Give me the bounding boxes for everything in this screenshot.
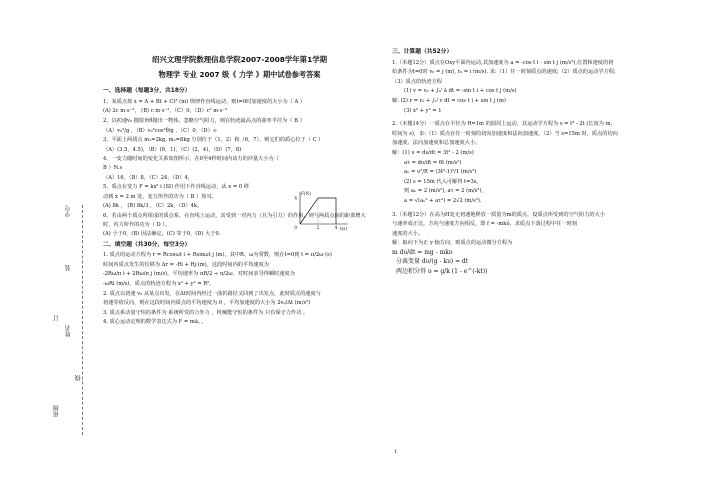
y-tick-label: 4	[294, 195, 297, 201]
fill-3: 3. 质点系动量守恒的条件为 系统所受的合外力 ，机械能守恒的条件为 只有保守力作功 。	[103, 309, 309, 316]
question-5-line-2: 动到 x = 2 m 处，变力所作的功为（ B ）焦耳。	[103, 193, 217, 200]
fill-2-line-2: 初速等值反向，则在这段时间内质点的平均速度为 0 ，平均加速度的大小为 2v₀/Δt (m/s²)	[103, 300, 311, 307]
question-6: 6、若由两个质点所组成的质点系，在直线上运动，其受到一对内力（且为引力）的作用，则与两质点间的距离增大时，内力所作的功为（ D ）。	[103, 212, 366, 228]
question-2-options: （A）v₀²/g ，（B）v₀²cos²θ/g ，（C）0，（D）∞	[103, 127, 218, 134]
fill-2-line-1: 2. 质点以初速 v₀ 从某点出发，在Δt时间内经过一曲折路径又回到了出发点，此时质点的速度与	[103, 290, 321, 297]
calc-1-line-3: （3）质点的轨迹方程	[392, 78, 442, 85]
question-3-options: （A）(3.5，4.5)，（B）(0，1)，（C）(2，4)，（D）(7，8)	[103, 146, 242, 153]
calc-2-step-3: aₙ = υ²/R = (3t²-1)²/1 (m/s²)	[404, 169, 477, 176]
page-number: 1	[394, 449, 398, 455]
calc-3-line-1: 3.（本题12分）在高为H处无初速地释放一质量为m的质点，设质点所受到的空气阻力的大小	[392, 211, 605, 218]
calc-1-solution-label: 解:	[392, 97, 399, 104]
calc-3-step-3: 两边积分得 υ = g/k (1 - e^(-kt))	[396, 268, 488, 276]
calc-1-line-2: 始条件为t=0时 v₀ = j (m), r₀ = i (m/s). 求:（1）任一时刻质点的速度;（2）质点的运动学方程;	[392, 69, 616, 76]
force-time-chart	[290, 188, 352, 232]
calc-3-line-4: 解：取向下为正 y 轴方向，则质点的运动微分方程为	[392, 240, 513, 247]
name-label: 姓名	[65, 325, 72, 337]
calc-2-step-5: 则 aₙ = 2 (m/s²), aτ = 2 (m/s²),	[404, 188, 484, 195]
x-axis-label: t(s)	[339, 226, 347, 231]
binding-margin	[52, 205, 92, 435]
calc-2-step-2: aτ = dυ/dt = 6t (m/s²)	[404, 159, 462, 166]
seal-mark-1: 装	[65, 265, 72, 271]
question-2: 2、以初速v₀ 抛射角θ抛出一物体，忽略空气阻力，则在轨迹最高点的曲率半径为（ B ）	[103, 117, 305, 124]
calc-2-line-3: 加速度、法向加速度和总加速度大小。	[392, 140, 481, 147]
calc-2-step-6: a = √(aₙ² + aτ²) = 2√2 (m/s²).	[404, 197, 482, 204]
question-4: 4、一变力随时间的变化关系如图所示，在0至4秒时间内该力的冲量大小为（ B ）N.s	[103, 156, 279, 171]
fill-4: 4. 质心运动定理的数学表达式为 F = mā꜀ 。	[103, 319, 207, 326]
seal-mark-3: 线	[75, 375, 82, 381]
right-column	[392, 46, 697, 278]
x-tick-label-2: 2	[316, 225, 320, 230]
calc-2-line-1: 2.（本题14分）一质点在半径为 R=1m 的圆周上运动，其运动学方程为 s = t³ - 2t (长度为 m，	[392, 121, 616, 128]
fill-1-line-2: 时间内质点发生的位移为 Δr = -Ri + Rj (m)，这段时间内的平均速度为	[103, 261, 269, 268]
question-6-options: (A) 小于0，(B) 因法确定，(C) 等于0，(D) 大于0.	[103, 231, 221, 238]
student-id-label: 学号	[65, 205, 72, 217]
page-subtitle: 物理学 专业 2007 级《 力学 》期中试卷参考答案	[158, 69, 321, 79]
x-tick-label-4: 4	[334, 225, 338, 230]
question-1: 1、某质点按 x = A + Bt + Ct³ (m) 规律作直线运动，则t=0时加速度的大小为（ A ）	[103, 98, 306, 105]
class-label: 班级	[53, 405, 60, 417]
section-choice-heading: 一、选择题（每题3分，共18分）	[103, 88, 191, 95]
calc-2-step-1: 解：(1) υ = ds/dt = 3t² - 2 (m/s)	[392, 149, 474, 156]
seal-mark-2: 订	[53, 315, 60, 321]
question-5-options: (A) 8k ， (B) 8k/3 ，（C）2k，（D）4k。	[103, 203, 203, 210]
calc-2-step-4: (2) s = 15m 代入可解得 t=3s,	[404, 178, 479, 185]
question-1-options: (A) 2c m·s⁻²， (B) c m·s⁻²，（C）0，（D）c² m·s⁻²	[103, 108, 228, 115]
calc-3-line-3: 速度的大小。	[392, 230, 424, 237]
calc-1-step-3: (3) x² + y² = 1	[404, 107, 442, 114]
question-3: 3、平面上两质点 m₁=2kg, m₂=8kg 分别位于（1，2）和（6，7），则它们的质心位于（ C ）	[103, 137, 324, 144]
calc-3-step-2: 分离变量 dυ/(g - kυ) = dt	[396, 258, 469, 266]
calc-1-step-1: (1) v = v₀ + ∫₀ᵗ ā dt = -sin t i + cos t j (m/s)	[404, 88, 517, 95]
fill-1-line-4: -ωRi (m/s)，质点的轨迹方程为 x² + y² = R²。	[103, 281, 215, 288]
section-fill-heading: 二、填空题（共30分，每空3分）	[103, 241, 191, 248]
calc-3-line-2: 与速率成正比，方向与速度方向相反，即 f = -mkῡ。求质点下落过程中任一时刻	[392, 221, 577, 228]
question-5-line-1: 5、质点在变力 F = kx² i (SI) 作用下作直线运动，从 x = 0 移	[103, 184, 249, 191]
calc-1-line-1: 1.（本题12分）质点在Oxy平面内运动,其加速度为 a = -cos t i - sin t j (m/s²),位置和速度的初	[392, 59, 614, 66]
y-axis-label: F(N)	[301, 191, 311, 196]
question-4-options: （A）16，（B）8，（C）24，（D）4，	[103, 174, 193, 181]
calc-1-step-2: (2) r = r₀ + ∫₀ᵗ v dt = cos t i + sin t j (m)	[400, 97, 506, 104]
seal-line	[82, 205, 83, 435]
calc-3-step-1: m dυ/dt = mg - mkυ	[392, 248, 453, 256]
origin-label: 0	[294, 225, 297, 230]
fill-1-line-1: 1. 质点的运动方程为 r = Rcosωt i + Rsinωt j (m)，其中R、ω为常数，则在t=0到 t = π/2ω (s)	[103, 252, 332, 259]
section-calc-heading: 三、计算题（共52分）	[392, 49, 453, 55]
fill-1-line-3: -2Rω/π i + 2Rω/π j (m/s)，平均速率为 πR/2 ÷ π/2ω，对时间求导得瞬时速度为	[103, 271, 295, 278]
page-title: 绍兴文理学院数理信息学院2007-2008学年第1学期	[152, 55, 327, 64]
calc-2-line-2: 时间为 s)，求:（1）质点在任一时刻的切向加速度和法向加速度，（2）当 s=15m 时，质点的切向	[392, 130, 618, 137]
